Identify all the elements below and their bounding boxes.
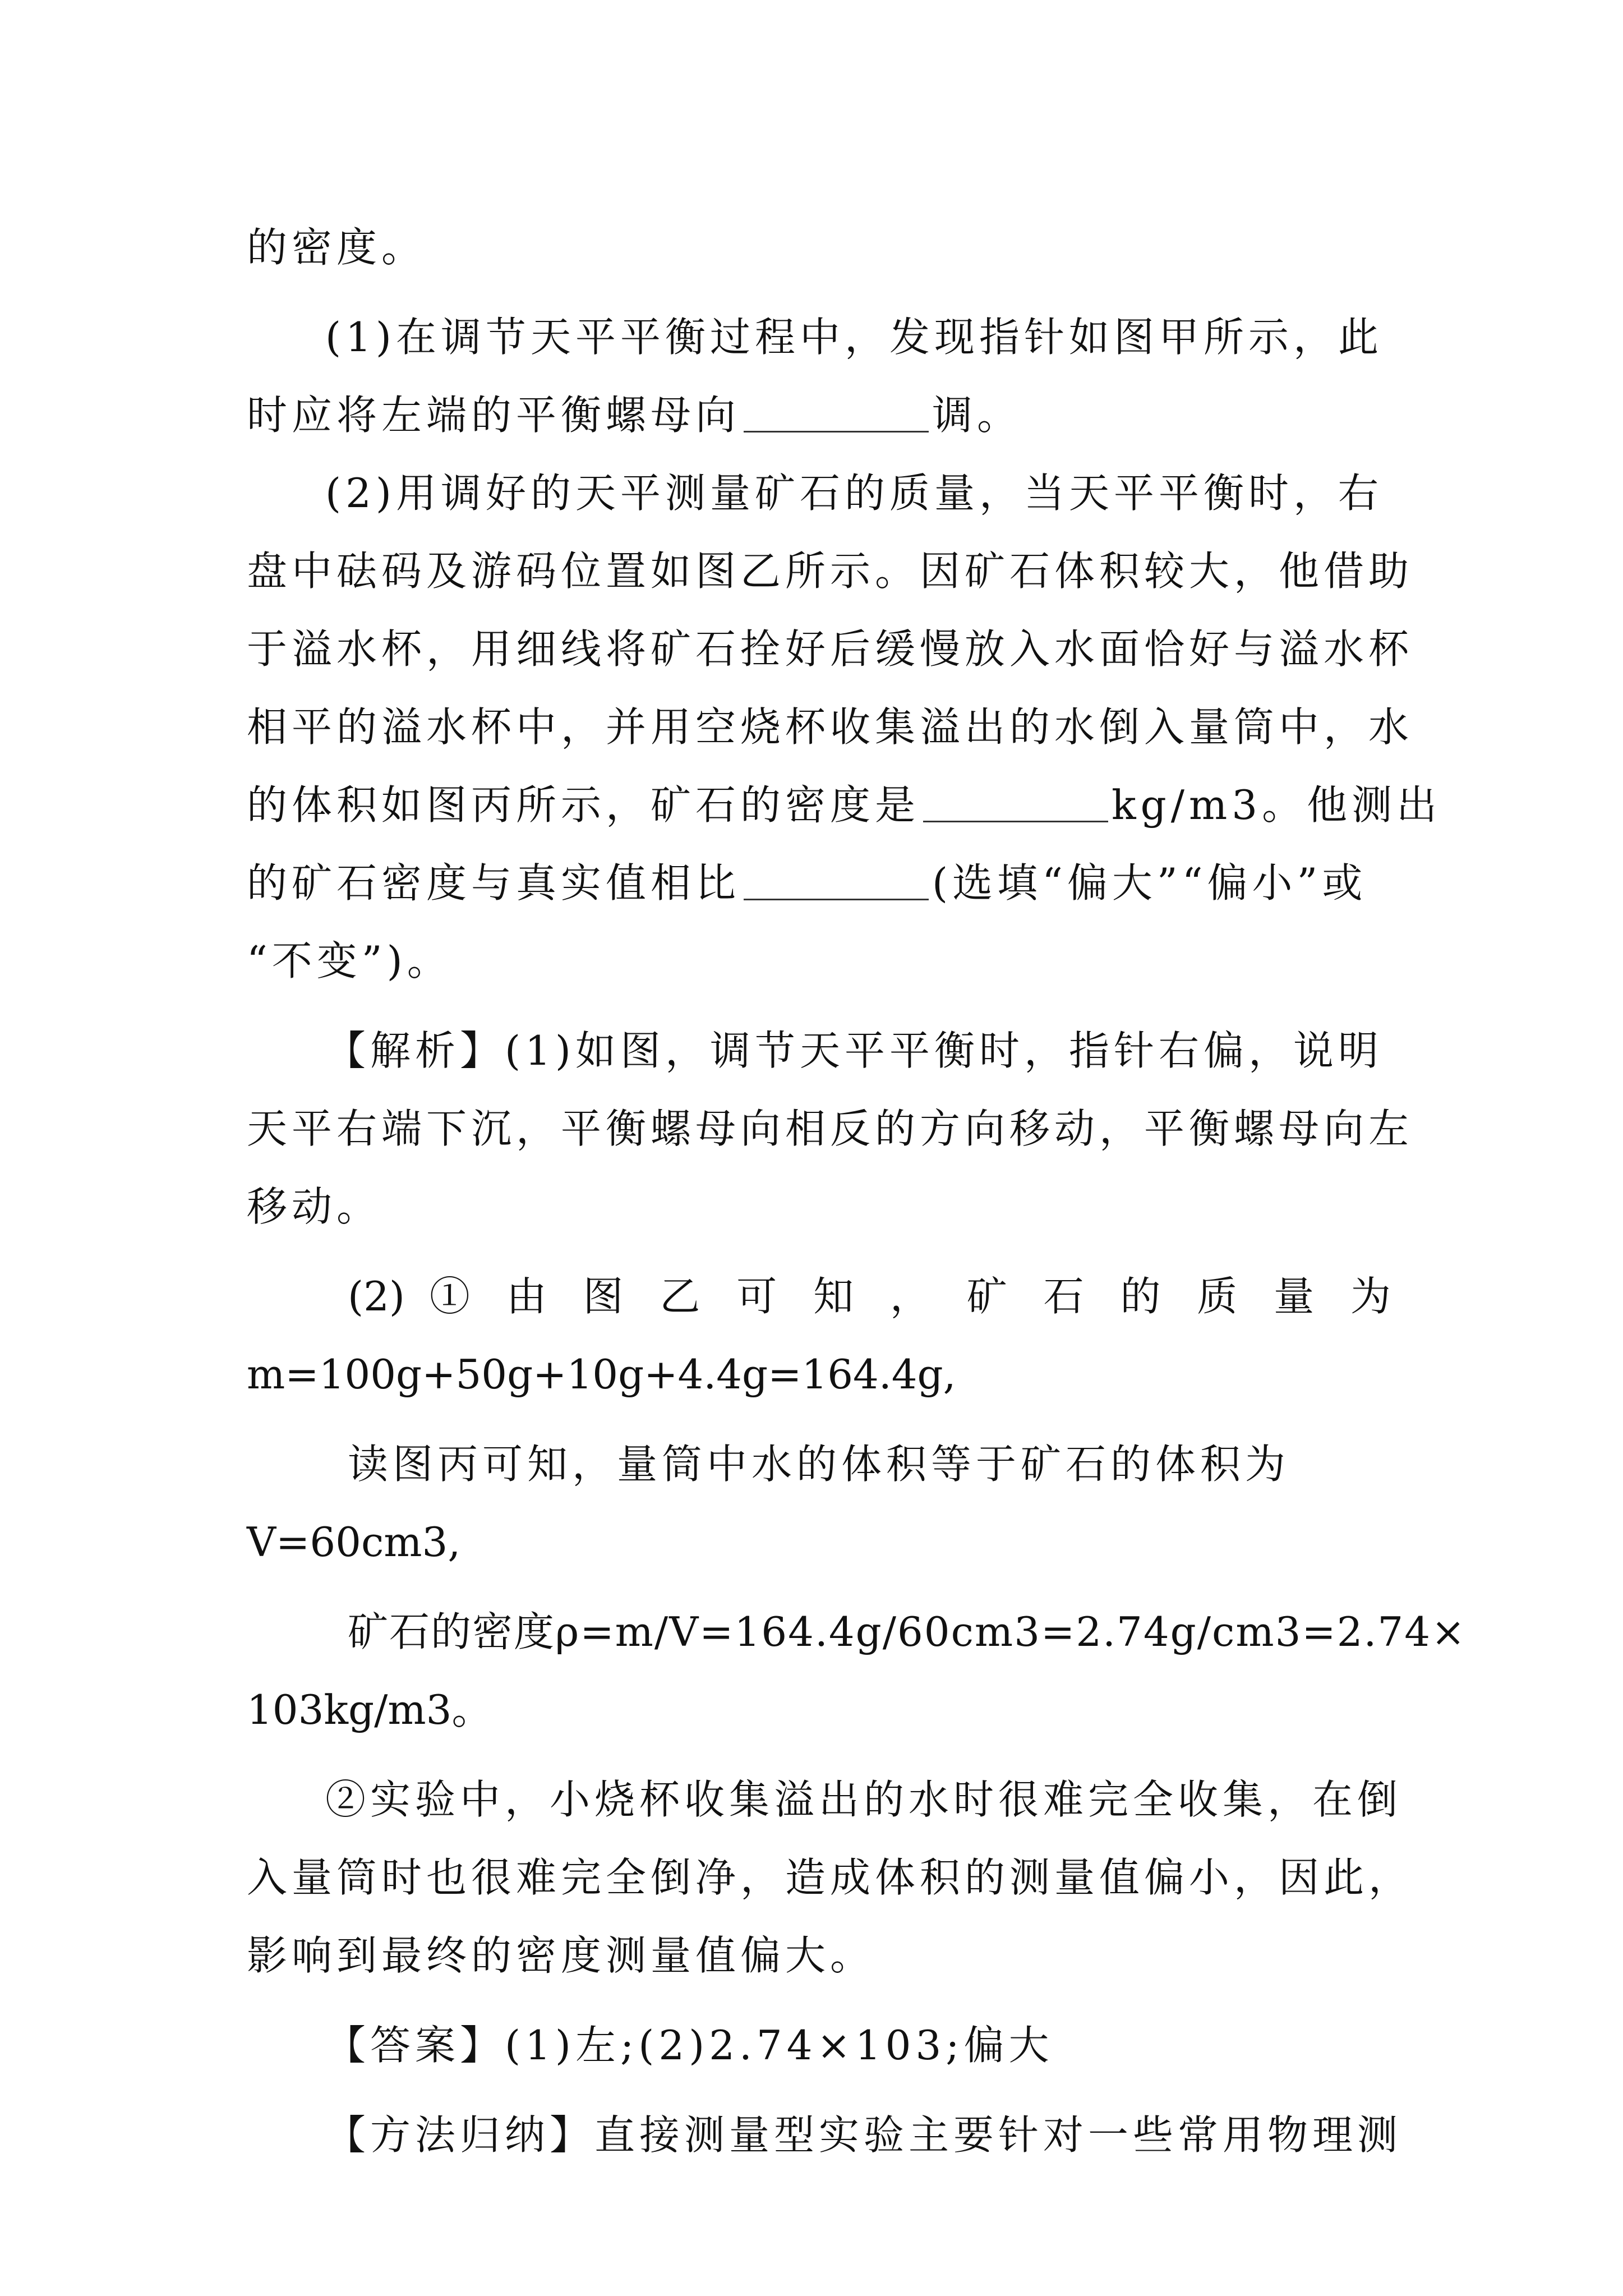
answer-blank xyxy=(923,787,1108,822)
analysis-line: 入量筒时也很难完全倒净，造成体积的测量值偏小，因此， xyxy=(247,1854,1414,1901)
question-1-line xyxy=(247,376,1391,454)
question-2-line xyxy=(247,766,1442,844)
answer-blank xyxy=(744,397,929,432)
analysis-line: 移动。 xyxy=(247,1183,382,1230)
text-segment: 的体积如图丙所示，矿石的密度是 xyxy=(247,781,920,829)
question-2-line: (2)用调好的天平测量矿石的质量，当天平平衡时，右 xyxy=(325,470,1383,517)
analysis-line: 影响到最终的密度测量值偏大。 xyxy=(247,1932,875,1979)
text-segment: (选填“偏大”“偏小”或 xyxy=(932,859,1367,907)
answer-blank xyxy=(744,865,929,900)
question-2-line: “不变”)。 xyxy=(247,937,452,984)
text-segment: kg/m3。他测出 xyxy=(1112,781,1442,829)
analysis-line: (2) ① 由 图 乙 可 知 ， 矿 石 的 质 量 为 xyxy=(348,1273,1391,1320)
analysis-line: 天平右端下沉，平衡螺母向相反的方向移动，平衡螺母向左 xyxy=(247,1105,1414,1152)
document-body xyxy=(247,209,1467,2174)
text-segment: 的矿石密度与真实值相比 xyxy=(247,859,741,907)
analysis-formula: 103kg/m3。 xyxy=(247,1686,492,1733)
analysis-formula: m=100g+50g+10g+4.4g=164.4g, xyxy=(247,1351,956,1398)
question-2-line: 相平的溢水杯中，并用空烧杯收集溢出的水倒入量筒中，水 xyxy=(247,703,1414,751)
analysis-line: ②实验中，小烧杯收集溢出的水时很难完全收集，在倒 xyxy=(325,1776,1403,1823)
answer-line: 【答案】(1)左;(2)2.74×103;偏大 xyxy=(325,2022,1054,2069)
analysis-formula: V=60cm3, xyxy=(247,1519,461,1566)
analysis-line: 【解析】(1)如图，调节天平平衡时，指针右偏，说明 xyxy=(325,1027,1383,1074)
question-2-line xyxy=(247,844,1391,922)
text-segment: 时应将左端的平衡螺母向 xyxy=(247,392,741,439)
analysis-formula: 矿石的密度ρ=m/V=164.4g/60cm3=2.74g/cm3=2.74× xyxy=(348,1608,1467,1655)
question-2-line: 于溢水杯，用细线将矿石拴好后缓慢放入水面恰好与溢水杯 xyxy=(247,625,1414,673)
question-2-line: 盘中砝码及游码位置如图乙所示。因矿石体积较大，他借助 xyxy=(247,547,1414,595)
question-1-line: (1)在调节天平平衡过程中，发现指针如图甲所示，此 xyxy=(325,314,1383,361)
text-line: 的密度。 xyxy=(247,224,427,271)
method-summary-line: 【方法归纳】直接测量型实验主要针对一些常用物理测 xyxy=(325,2111,1403,2159)
text-segment: 调。 xyxy=(932,392,1022,439)
analysis-line: 读图丙可知，量筒中水的体积等于矿石的体积为 xyxy=(348,1441,1290,1488)
